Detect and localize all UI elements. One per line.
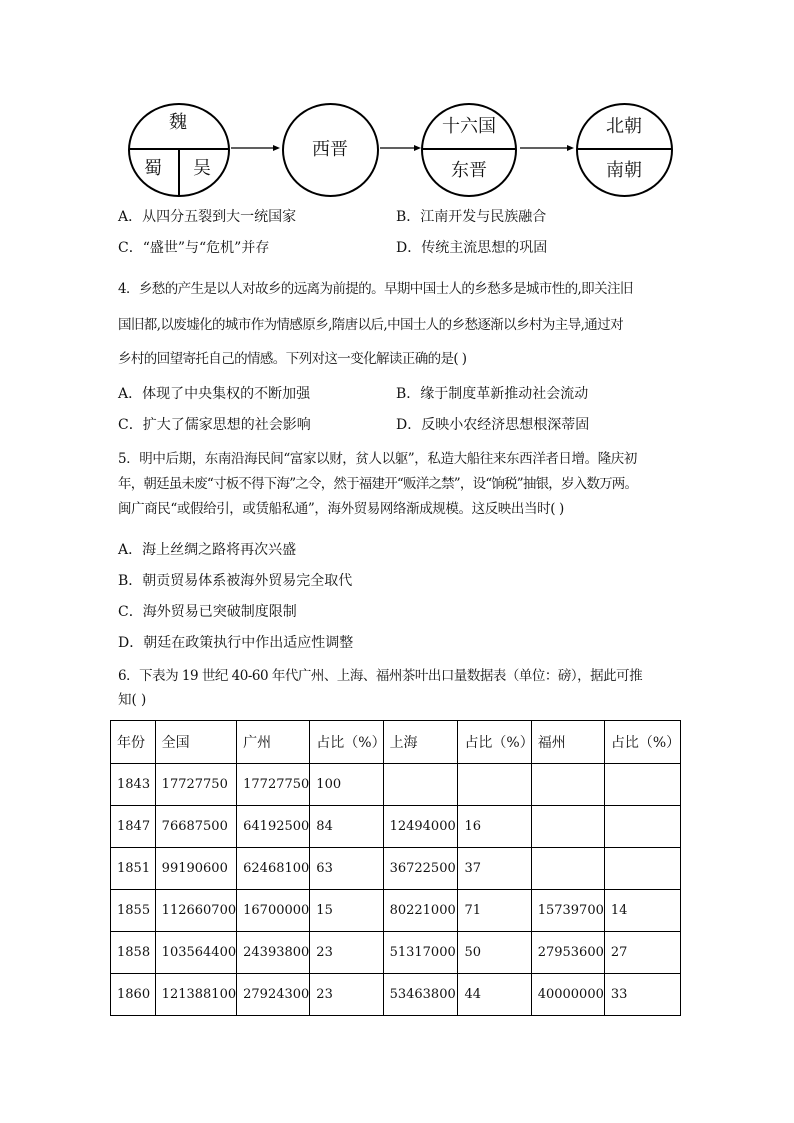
table-header-cell: 全国 (155, 721, 236, 764)
q4-option-b: B．缘于制度革新推动社会流动 (396, 386, 589, 402)
table-row (111, 806, 681, 848)
table-header-cell: 年份 (111, 721, 156, 764)
table-cell: 100 (310, 764, 383, 806)
q4-option-d: D．反映小农经济思想根深蒂固 (396, 417, 590, 433)
table-cell: 16 (458, 806, 531, 848)
table-cell: 64192500 (237, 806, 310, 848)
table-cell: 62468100 (237, 848, 310, 890)
table-cell: 1858 (111, 932, 156, 974)
q4-option-a: A．体现了中央集权的不断加强 (118, 386, 311, 402)
circle3-divider (422, 148, 516, 150)
table-cell (531, 848, 604, 890)
table-header-cell: 福州 (531, 721, 604, 764)
label-nanchao: 南朝 (606, 160, 642, 181)
table-cell: 112660700 (155, 890, 236, 932)
label-beichao: 北朝 (606, 116, 642, 137)
label-dongjin: 东晋 (451, 160, 487, 181)
q5-option-d: D．朝廷在政策执行中作出适应性调整 (118, 635, 354, 651)
table-cell: 15739700 (531, 890, 604, 932)
table-cell: 50 (458, 932, 531, 974)
table-cell: 27953600 (531, 932, 604, 974)
table-cell (531, 806, 604, 848)
table-cell: 84 (310, 806, 383, 848)
label-shiliuguo: 十六国 (442, 116, 496, 137)
q4-stem-line2: 国旧都,以废墟化的城市作为情感原乡,隋唐以后,中国士人的乡愁逐渐以乡村为主导,通过对 (118, 317, 623, 333)
circle4-divider (577, 148, 672, 150)
table-cell: 51317000 (383, 932, 458, 974)
table-cell (604, 764, 680, 806)
q3-option-b: B．江南开发与民族融合 (396, 209, 547, 225)
table-cell: 27 (604, 932, 680, 974)
table-cell: 53463800 (383, 974, 458, 1016)
table-row (111, 974, 681, 1016)
table-cell: 99190600 (155, 848, 236, 890)
table-cell (458, 764, 531, 806)
table-cell: 40000000 (531, 974, 604, 1016)
table-cell: 15 (310, 890, 383, 932)
table-cell: 24393800 (237, 932, 310, 974)
table-header-cell: 占比（%） (458, 721, 531, 764)
table-cell (604, 848, 680, 890)
q5-option-b: B．朝贡贸易体系被海外贸易完全取代 (118, 573, 353, 589)
q6-stem-line1: 6．下表为 19 世纪 40-60 年代广州、上海、福州茶叶出口量数据表（单位：磅），据此可推 (118, 668, 643, 684)
table-header-cell: 占比（%） (604, 721, 680, 764)
table-cell: 63 (310, 848, 383, 890)
table-cell: 71 (458, 890, 531, 932)
table-cell: 36722500 (383, 848, 458, 890)
q6-stem-line2: 知( ) (118, 692, 147, 708)
q3-option-d: D．传统主流思想的巩固 (396, 240, 548, 256)
arrow-1 (231, 142, 281, 154)
table-cell (604, 806, 680, 848)
table-header-cell: 广州 (237, 721, 310, 764)
table-cell: 14 (604, 890, 680, 932)
label-shu: 蜀 (144, 158, 162, 179)
table-row (111, 848, 681, 890)
arrow-3 (520, 142, 575, 154)
table-row (111, 890, 681, 932)
table-cell: 37 (458, 848, 531, 890)
table-cell: 1855 (111, 890, 156, 932)
table-cell: 1860 (111, 974, 156, 1016)
q5-option-a: A．海上丝绸之路将再次兴盛 (118, 542, 297, 558)
arrow-2 (380, 142, 422, 154)
table-header-cell: 上海 (383, 721, 458, 764)
q5-stem-line2: 年，朝廷虽未废“寸板不得下海”之令，然于福建开“贩洋之禁”，设“饷税”抽银，岁入数万两。 (118, 476, 638, 492)
table-cell: 1847 (111, 806, 156, 848)
q5-stem-line3: 闽广商民“或假给引，或赁船私通”，海外贸易网络渐成规模。这反映出当时( ) (118, 501, 564, 517)
label-xijin: 西晋 (312, 139, 348, 160)
table-cell: 121388100 (155, 974, 236, 1016)
q4-stem-line3: 乡村的回望寄托自己的情感。下列对这一变化解读正确的是( ) (118, 351, 467, 367)
q4-option-c: C．扩大了儒家思想的社会影响 (118, 417, 311, 433)
table-cell: 76687500 (155, 806, 236, 848)
label-wu: 吴 (193, 158, 211, 179)
table-cell: 44 (458, 974, 531, 1016)
q5-option-c: C．海外贸易已突破制度限制 (118, 604, 297, 620)
table-cell: 23 (310, 932, 383, 974)
table-cell: 17727750 (155, 764, 236, 806)
label-wei: 魏 (169, 112, 187, 133)
table-cell: 27924300 (237, 974, 310, 1016)
q3-option-a: A．从四分五裂到大一统国家 (118, 209, 297, 225)
table-cell: 80221000 (383, 890, 458, 932)
q5-stem-line1: 5．明中后期，东南沿海民间“富家以财，贫人以躯”，私造大船往来东西洋者日增。隆庆初 (118, 451, 637, 467)
table-header-row (111, 721, 681, 764)
table-cell (383, 764, 458, 806)
table-cell (531, 764, 604, 806)
q3-option-c: C．“盛世”与“危机”并存 (118, 240, 270, 256)
table-header-cell: 占比（%） (310, 721, 383, 764)
table-row (111, 932, 681, 974)
table-cell: 17727750 (237, 764, 310, 806)
table-cell: 23 (310, 974, 383, 1016)
table-row (111, 764, 681, 806)
table-cell: 12494000 (383, 806, 458, 848)
table-cell: 1851 (111, 848, 156, 890)
table-cell: 16700000 (237, 890, 310, 932)
table-cell: 1843 (111, 764, 156, 806)
tea-export-table (110, 720, 681, 1016)
table-cell: 33 (604, 974, 680, 1016)
table-cell: 103564400 (155, 932, 236, 974)
q4-stem-line1: 4．乡愁的产生是以人对故乡的远离为前提的。早期中国士人的乡愁多是城市性的,即关注旧 (118, 281, 633, 297)
